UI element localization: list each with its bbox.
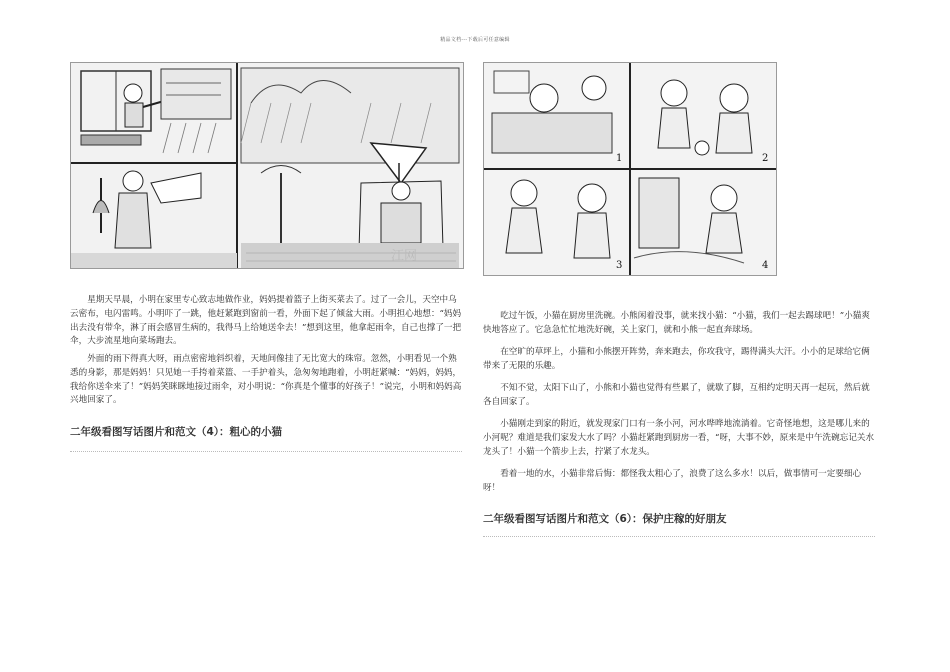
right-heading-divider [483, 536, 875, 537]
rain-story-illustration [70, 62, 464, 269]
page-header-note: 精品文档---下载后可任意编辑 [440, 37, 510, 43]
left-paragraph-1: 星期天早晨，小明在家里专心致志地做作业，妈妈提着篮子上街买菜去了。过了一会儿，天空中乌云密布，电闪雷鸣。小明吓了一跳，他赶紧跑到窗前一看，外面下起了倾盆大雨。小明担心地想：“妈妈出去没有带伞，淋了雨会感冒生病的，我得马上给她送伞去！”想到这里，他拿起雨伞，自己也撑了一把伞，大步流星地向菜场跑去。 [70, 295, 462, 347]
right-paragraph-3: 不知不觉，太阳下山了，小熊和小猫也觉得有些累了，就歇了脚，互相约定明天再一起玩，然后就各自回家了。 [483, 383, 870, 407]
right-paragraph-2: 在空旷的草坪上，小猫和小熊摆开阵势，奔来跑去，你攻我守，踢得满头大汗。小小的足球给它俩带来了无限的乐趣。 [483, 347, 870, 371]
right-paragraph-5: 看着一地的水，小猫非常后悔：都怪我太粗心了，浪费了这么多水！以后，做事情可一定要细心呀！ [483, 469, 862, 493]
left-heading-divider [70, 451, 462, 452]
right-paragraph-1: 吃过午饭，小猫在厨房里洗碗。小熊闲着没事，就来找小猫：“小猫，我们一起去踢球吧！”小猫爽快地答应了。它急急忙忙地洗好碗，关上家门，就和小熊一起直奔球场。 [483, 311, 870, 335]
cat-story-illustration [483, 62, 777, 276]
panel-number-3: 3 [616, 260, 623, 271]
right-paragraph-4: 小猫刚走到家的附近，就发现家门口有一条小河，河水哗哗地流淌着。它奇怪地想，这是哪儿来的小河呢？难道是我们家发大水了吗？小猫赶紧跑到厨房一看，“呀，大事不妙，原来是中午洗碗忘记关水龙头了！小猫一个箭步上去，拧紧了水龙头。 [483, 419, 875, 457]
cat-story-drawing [484, 63, 776, 275]
left-section-heading: 二年级看图写话图片和范文（4）：粗心的小猫 [70, 426, 283, 438]
left-paragraph-2: 外面的雨下得真大呀，雨点密密地斜织着，天地间像挂了无比宽大的珠帘。忽然，小明看见一个熟悉的身影，那是妈妈！只见她一手挎着菜篮、一手护着头，急匆匆地跑着，小明赶紧喊：“妈妈，妈妈，我给你送伞来了！”妈妈笑眯眯地接过雨伞，对小明说：“你真是个懂事的好孩子！”说完，小明和妈妈高兴地回家了。 [70, 354, 462, 406]
panel-number-2: 2 [762, 153, 769, 164]
rain-story-drawing [71, 63, 463, 268]
right-section-heading: 二年级看图写话图片和范文（6）：保护庄稼的好朋友 [483, 513, 727, 525]
panel-number-4: 4 [762, 260, 769, 271]
image-watermark: 江网 [391, 249, 418, 264]
panel-number-1: 1 [616, 153, 623, 164]
